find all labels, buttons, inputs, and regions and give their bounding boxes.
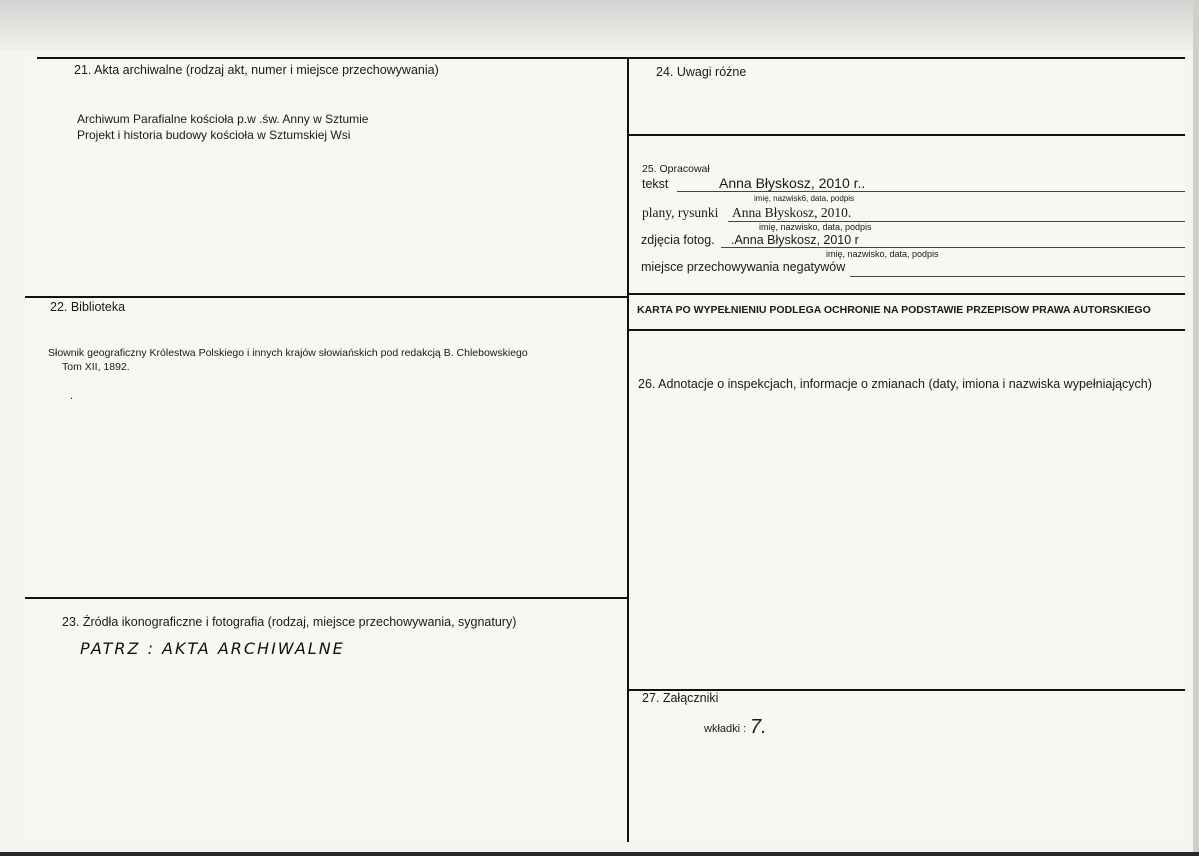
divider-25-notice (629, 293, 1185, 295)
copyright-notice: KARTA PO WYPEŁNIENIU PODLEGA OCHRONIE NA PODSTAWIE PRZEPISÓW PRAWA AUTORSKIEGO (637, 305, 1151, 316)
negatywy-fill-line (850, 276, 1185, 277)
section-24-title: 24. Uwagi różne (656, 65, 747, 79)
zdjecia-caption: imię, nazwisko, data, podpis (826, 249, 939, 259)
tekst-fill-line (677, 191, 1185, 192)
plany-caption: imię, nazwisko, data, podpis (759, 222, 872, 232)
section-21-line1: Archiwum Parafialne kościoła p.w .św. Anny w Sztumie (77, 112, 369, 126)
divider-24-25 (629, 134, 1185, 136)
section-22-line2: Tom XII, 1892. (62, 361, 130, 373)
section-22-line1: Słownik geograficzny Królestwa Polskiego i innych krajów słowiańskich pod redakcją B. Chlebowskiego (48, 347, 528, 359)
section-22-title: 22. Biblioteka (50, 300, 126, 314)
inventory-card (25, 56, 1185, 841)
scan-top-margin (0, 0, 1199, 50)
section-23-handwritten-note: PATRZ : AKTA ARCHIWALNE (80, 639, 345, 658)
zdjecia-value: .Anna Błyskosz, 2010 r (731, 233, 859, 247)
scan-bottom-edge (0, 852, 1199, 856)
section-26-title: 26. Adnotacje o inspekcjach, informacje o zmianach (daty, imiona i nazwiska wypełniających) (638, 377, 1152, 391)
wkladki-value: 7. (750, 716, 767, 738)
scan-right-edge (1193, 0, 1199, 856)
divider-21-22 (25, 296, 627, 298)
plany-value: Anna Błyskosz, 2010. (732, 205, 852, 220)
tekst-label: tekst (642, 177, 669, 191)
zdjecia-label: zdjęcia fotog. (641, 233, 715, 247)
plany-label: plany, rysunki (642, 205, 719, 220)
section-22-dot: . (70, 390, 74, 402)
section-27-title: 27. Załączniki (642, 691, 719, 705)
tekst-value: Anna Błyskosz, 2010 r.. (719, 175, 866, 191)
divider-notice-26 (629, 329, 1185, 331)
top-border-line (37, 57, 1185, 59)
negatywy-label: miejsce przechowywania negatywów (641, 260, 846, 274)
tekst-caption: imię, nazwisk6, data, podpis (754, 194, 855, 203)
zdjecia-fill-line (721, 247, 1185, 248)
center-divider (627, 57, 629, 842)
section-21-title: 21. Akta archiwalne (rodzaj akt, numer i miejsce przechowywania) (74, 63, 439, 77)
divider-22-23 (25, 597, 627, 599)
section-25-title: 25. Opracował (642, 163, 710, 175)
section-21-line2: Projekt i historia budowy kościoła w Sztumskiej Wsi (77, 128, 351, 142)
wkladki-label: wkładki : (704, 723, 747, 735)
section-23-title: 23. Źródła ikonograficzne i fotografia (rodzaj, miejsce przechowywania, sygnatury) (62, 615, 517, 629)
